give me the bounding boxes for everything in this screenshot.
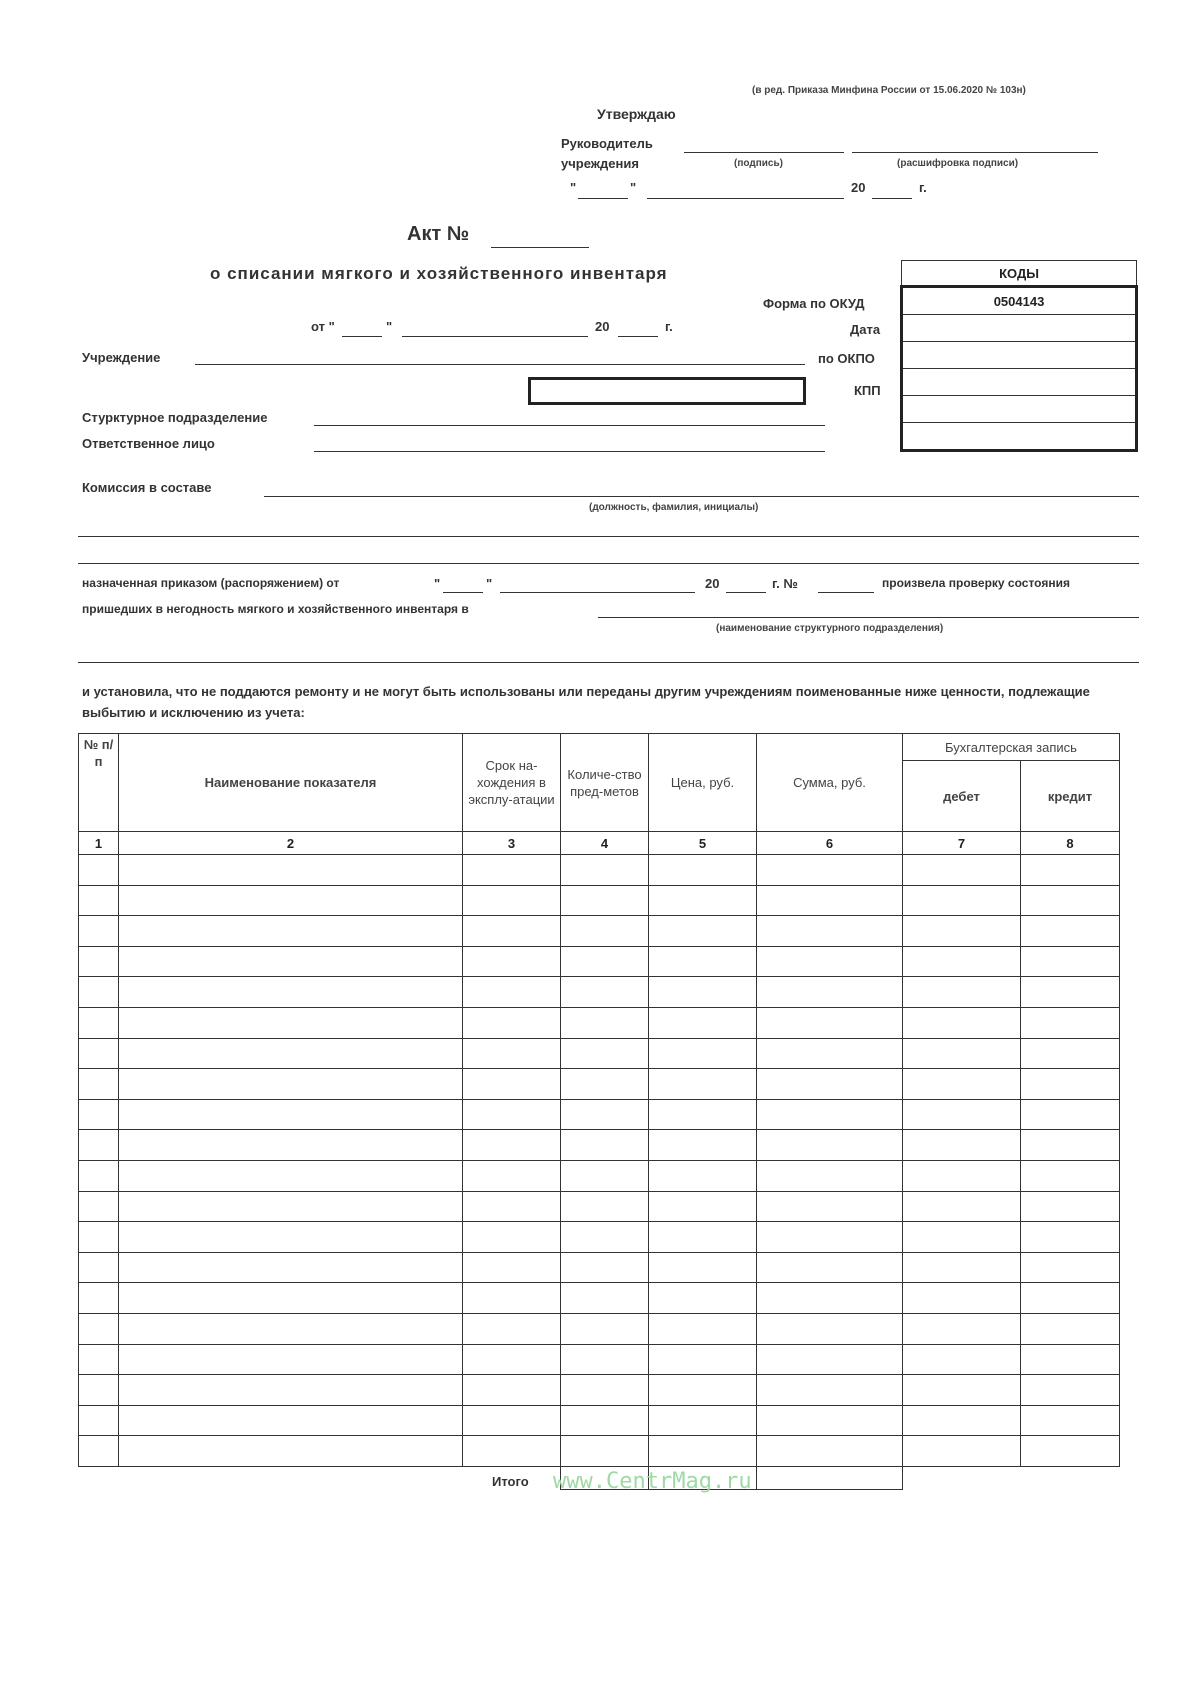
table-cell[interactable] — [463, 1313, 561, 1344]
table-cell[interactable] — [561, 977, 649, 1008]
appointed-number-line[interactable] — [818, 592, 874, 593]
table-cell[interactable] — [463, 1191, 561, 1222]
table-cell[interactable] — [463, 1252, 561, 1283]
table-cell[interactable] — [119, 1069, 463, 1100]
table-cell[interactable] — [757, 977, 903, 1008]
table-cell[interactable] — [561, 1252, 649, 1283]
table-cell[interactable] — [119, 1007, 463, 1038]
commission-caption: (должность, фамилия, инициалы) — [589, 502, 759, 513]
table-cell[interactable] — [79, 1375, 119, 1406]
act-subtitle: о списании мягкого и хозяйственного инвентаря — [210, 264, 668, 283]
table-cell[interactable] — [757, 1099, 903, 1130]
unfit-label: пришедших в негодность мягкого и хозяйственного инвентаря в — [82, 602, 469, 616]
table-cell[interactable] — [561, 885, 649, 916]
institution-label: Учреждение — [82, 350, 161, 365]
appointed-number-label: г. № — [772, 576, 798, 591]
table-cell[interactable] — [903, 1191, 1021, 1222]
table-cell[interactable] — [649, 1405, 757, 1436]
table-cell[interactable] — [1021, 1436, 1120, 1467]
head-label-line1: Руководитель — [561, 136, 653, 151]
table-cell[interactable] — [119, 885, 463, 916]
table-cell[interactable] — [757, 946, 903, 977]
appointed-quote-open: " — [434, 576, 441, 591]
commission-line[interactable] — [264, 496, 1139, 497]
commission-line-3[interactable] — [78, 563, 1139, 564]
decryption-line[interactable] — [852, 152, 1098, 153]
table-cell[interactable] — [757, 855, 903, 886]
table-cell[interactable] — [79, 916, 119, 947]
table-cell[interactable] — [119, 855, 463, 886]
table-cell[interactable] — [79, 1038, 119, 1069]
table-cell[interactable] — [1021, 1069, 1120, 1100]
table-cell[interactable] — [119, 977, 463, 1008]
table-cell[interactable] — [79, 885, 119, 916]
table-cell[interactable] — [1021, 1099, 1120, 1130]
table-cell[interactable] — [903, 1252, 1021, 1283]
table-cell[interactable] — [119, 1375, 463, 1406]
table-cell[interactable] — [561, 855, 649, 886]
table-cell[interactable] — [649, 1099, 757, 1130]
act-day-line[interactable] — [342, 336, 382, 337]
table-cell[interactable] — [561, 1313, 649, 1344]
table-row — [79, 855, 1120, 886]
table-row — [79, 916, 1120, 947]
table-cell[interactable] — [79, 1436, 119, 1467]
table-cell[interactable] — [1021, 1283, 1120, 1314]
table-cell[interactable] — [561, 1007, 649, 1038]
table-cell[interactable] — [561, 1069, 649, 1100]
table-cell[interactable] — [79, 977, 119, 1008]
table-cell[interactable] — [79, 1007, 119, 1038]
act-month-line[interactable] — [402, 336, 588, 337]
col-name-header: Наименование показателя — [119, 734, 463, 832]
table-cell[interactable] — [903, 1283, 1021, 1314]
table-cell[interactable] — [463, 1038, 561, 1069]
codes-block — [900, 260, 1138, 452]
table-cell[interactable] — [119, 946, 463, 977]
act-number-line[interactable] — [491, 247, 589, 248]
col-number-8: 8 — [1021, 832, 1120, 855]
table-cell[interactable] — [649, 885, 757, 916]
table-row — [79, 946, 1120, 977]
table-cell[interactable] — [1021, 885, 1120, 916]
table-cell[interactable] — [757, 1191, 903, 1222]
table-cell[interactable] — [903, 1038, 1021, 1069]
table-cell[interactable] — [649, 1252, 757, 1283]
table-cell[interactable] — [561, 916, 649, 947]
table-cell[interactable] — [903, 1436, 1021, 1467]
table-row — [79, 1099, 1120, 1130]
unfit-unit-line[interactable] — [598, 617, 1139, 618]
table-cell[interactable] — [1021, 1344, 1120, 1375]
table-cell[interactable] — [463, 1405, 561, 1436]
inventory-table — [78, 733, 1120, 1467]
table-row — [79, 1375, 1120, 1406]
table-cell[interactable] — [757, 1252, 903, 1283]
table-cell[interactable] — [757, 916, 903, 947]
table-row — [79, 1191, 1120, 1222]
table-cell[interactable] — [1021, 977, 1120, 1008]
codes-label-kpp: КПП — [854, 383, 881, 398]
table-cell[interactable] — [757, 1344, 903, 1375]
col-number-6: 6 — [757, 832, 903, 855]
col-number-header: № п/п — [79, 734, 119, 832]
approve-day-line[interactable] — [578, 198, 628, 199]
table-cell[interactable] — [463, 885, 561, 916]
table-cell[interactable] — [757, 1313, 903, 1344]
table-cell[interactable] — [463, 1099, 561, 1130]
table-cell[interactable] — [561, 946, 649, 977]
table-cell[interactable] — [79, 1099, 119, 1130]
table-cell[interactable] — [119, 1252, 463, 1283]
codes-date-cell[interactable] — [902, 315, 1137, 342]
table-cell[interactable] — [79, 1313, 119, 1344]
table-cell[interactable] — [757, 885, 903, 916]
approve-year-line[interactable] — [872, 198, 912, 199]
table-cell[interactable] — [119, 1405, 463, 1436]
approve-month-line[interactable] — [647, 198, 844, 199]
table-cell[interactable] — [1021, 946, 1120, 977]
table-cell[interactable] — [649, 1313, 757, 1344]
act-title: Акт № — [407, 223, 470, 245]
table-cell[interactable] — [1021, 855, 1120, 886]
act-date-from: от " — [311, 319, 335, 334]
appointed-label: назначенная приказом (распоряжением) от — [82, 576, 340, 590]
edition-note: (в ред. Приказа Минфина России от 15.06.2020 № 103н) — [752, 85, 1026, 96]
col-number-2: 2 — [119, 832, 463, 855]
table-cell[interactable] — [903, 1405, 1021, 1436]
appointed-year: 20 — [705, 576, 720, 591]
table-cell[interactable] — [757, 1007, 903, 1038]
inventory-rows — [79, 855, 1120, 1467]
table-cell[interactable] — [649, 1283, 757, 1314]
table-cell[interactable] — [561, 1099, 649, 1130]
table-row — [79, 1222, 1120, 1253]
table-cell[interactable] — [903, 977, 1021, 1008]
codes-okpo-cell[interactable] — [902, 342, 1137, 369]
col-credit-header: кредит — [1021, 761, 1120, 832]
table-row — [79, 1313, 1120, 1344]
table-cell[interactable] — [561, 1283, 649, 1314]
structural-unit-line[interactable] — [314, 425, 825, 426]
table-cell[interactable] — [463, 855, 561, 886]
table-cell[interactable] — [1021, 1252, 1120, 1283]
table-cell[interactable] — [119, 1160, 463, 1191]
table-row — [79, 1283, 1120, 1314]
table-cell[interactable] — [757, 1375, 903, 1406]
table-cell[interactable] — [903, 1313, 1021, 1344]
table-cell[interactable] — [463, 977, 561, 1008]
table-cell[interactable] — [463, 1069, 561, 1100]
table-cell[interactable] — [79, 1130, 119, 1161]
unit-line-2[interactable] — [78, 662, 1139, 663]
table-cell[interactable] — [79, 1160, 119, 1191]
table-cell[interactable] — [79, 1222, 119, 1253]
table-cell[interactable] — [649, 1191, 757, 1222]
codes-label-okud: Форма по ОКУД — [763, 296, 865, 311]
approve-label: Утверждаю — [597, 106, 676, 122]
table-cell[interactable] — [903, 1007, 1021, 1038]
checked-label: произвела проверку состояния — [882, 576, 1070, 590]
table-cell[interactable] — [903, 1222, 1021, 1253]
table-cell[interactable] — [649, 1038, 757, 1069]
decryption-caption: (расшифровка подписи) — [897, 158, 1019, 169]
table-cell[interactable] — [119, 1099, 463, 1130]
table-cell[interactable] — [757, 1283, 903, 1314]
table-row — [79, 1252, 1120, 1283]
watermark: www.CentrMag.ru — [553, 1469, 752, 1494]
table-row — [79, 1344, 1120, 1375]
col-accounting-header: Бухгалтерская запись — [903, 734, 1120, 761]
codes-label-okpo: по ОКПО — [818, 351, 875, 366]
table-cell[interactable] — [119, 1191, 463, 1222]
table-cell[interactable] — [649, 1344, 757, 1375]
table-cell[interactable] — [79, 1405, 119, 1436]
appointed-year-line[interactable] — [726, 592, 766, 593]
table-cell[interactable] — [903, 1130, 1021, 1161]
col-number-3: 3 — [463, 832, 561, 855]
table-cell[interactable] — [649, 1375, 757, 1406]
head-label-line2: учреждения — [561, 156, 639, 171]
table-cell[interactable] — [1021, 1007, 1120, 1038]
signature-line[interactable] — [684, 152, 844, 153]
act-year-suffix: г. — [665, 319, 673, 334]
col-number-5: 5 — [649, 832, 757, 855]
table-row — [79, 1038, 1120, 1069]
col-number-4: 4 — [561, 832, 649, 855]
table-row — [79, 1130, 1120, 1161]
table-cell[interactable] — [757, 1038, 903, 1069]
codes-okud-value[interactable]: 0504143 — [902, 287, 1137, 315]
table-cell[interactable] — [463, 1130, 561, 1161]
table-cell[interactable] — [463, 1007, 561, 1038]
table-cell[interactable] — [649, 1007, 757, 1038]
total-label: Итого — [492, 1474, 529, 1489]
table-cell[interactable] — [903, 1099, 1021, 1130]
institution-line[interactable] — [195, 364, 805, 365]
table-cell[interactable] — [463, 946, 561, 977]
appointed-day-line[interactable] — [443, 592, 483, 593]
table-cell[interactable] — [1021, 916, 1120, 947]
table-cell[interactable] — [561, 1222, 649, 1253]
responsible-line[interactable] — [314, 451, 825, 452]
table-cell[interactable] — [463, 1375, 561, 1406]
table-cell[interactable] — [79, 1283, 119, 1314]
table-cell[interactable] — [119, 1344, 463, 1375]
table-cell[interactable] — [903, 916, 1021, 947]
table-cell[interactable] — [463, 1436, 561, 1467]
table-cell[interactable] — [1021, 1222, 1120, 1253]
act-year-line[interactable] — [618, 336, 658, 337]
col-debit-header: дебет — [903, 761, 1021, 832]
appointed-quote-close: " — [486, 576, 493, 591]
table-cell[interactable] — [561, 1191, 649, 1222]
table-cell[interactable] — [79, 1191, 119, 1222]
table-cell[interactable] — [1021, 1191, 1120, 1222]
table-cell[interactable] — [1021, 1160, 1120, 1191]
table-cell[interactable] — [903, 1160, 1021, 1191]
table-cell[interactable] — [561, 1130, 649, 1161]
approve-year-prefix: 20 — [851, 180, 866, 195]
codes-label-date: Дата — [850, 322, 881, 337]
col-number-7: 7 — [903, 832, 1021, 855]
structural-unit-label: Стурктурное подразделение — [82, 410, 268, 425]
table-cell[interactable] — [757, 1405, 903, 1436]
table-cell[interactable] — [649, 1130, 757, 1161]
table-cell[interactable] — [119, 1283, 463, 1314]
table-cell[interactable] — [119, 1038, 463, 1069]
codes-kpp-cell[interactable] — [902, 369, 1137, 396]
table-cell[interactable] — [119, 1313, 463, 1344]
table-cell[interactable] — [903, 1069, 1021, 1100]
table-cell[interactable] — [79, 855, 119, 886]
table-cell[interactable] — [903, 855, 1021, 886]
table-cell[interactable] — [463, 1344, 561, 1375]
approve-date-quote-open: " — [570, 180, 577, 195]
table-cell[interactable] — [649, 977, 757, 1008]
unit-caption: (наименование структурного подразделения) — [716, 623, 944, 634]
approve-year-suffix: г. — [919, 180, 927, 195]
table-cell[interactable] — [1021, 1038, 1120, 1069]
table-cell[interactable] — [757, 1222, 903, 1253]
table-cell[interactable] — [561, 1160, 649, 1191]
table-cell[interactable] — [1021, 1130, 1120, 1161]
appointed-month-line[interactable] — [500, 592, 695, 593]
table-cell[interactable] — [463, 916, 561, 947]
col-qty-header: Количе-ство пред-метов — [561, 734, 649, 832]
table-cell[interactable] — [463, 1160, 561, 1191]
signature-caption: (подпись) — [734, 158, 783, 169]
codes-extra-cell-1[interactable] — [902, 396, 1137, 423]
statement-text: и установила, что не поддаются ремонту и не могут быть использованы или переданы другим учреждениям поименованные ниже ценности, подлежащие выбытию и исключению из учета: — [82, 684, 1090, 720]
table-cell[interactable] — [79, 1069, 119, 1100]
approve-date-quote-close: " — [630, 180, 637, 195]
col-price-header: Цена, руб. — [649, 734, 757, 832]
table-cell[interactable] — [119, 916, 463, 947]
table-cell[interactable] — [649, 1069, 757, 1100]
table-cell[interactable] — [463, 1283, 561, 1314]
codes-header: КОДЫ — [902, 261, 1137, 287]
table-cell[interactable] — [463, 1222, 561, 1253]
table-row — [79, 1405, 1120, 1436]
table-cell[interactable] — [79, 1252, 119, 1283]
total-sum-cell[interactable] — [756, 1458, 903, 1490]
commission-line-2[interactable] — [78, 536, 1139, 537]
table-cell[interactable] — [649, 946, 757, 977]
table-cell[interactable] — [79, 1344, 119, 1375]
table-cell[interactable] — [1021, 1405, 1120, 1436]
commission-label: Комиссия в составе — [82, 480, 212, 495]
table-cell[interactable] — [561, 1405, 649, 1436]
table-cell[interactable] — [561, 1375, 649, 1406]
table-cell[interactable] — [119, 1130, 463, 1161]
table-row — [79, 1007, 1120, 1038]
table-cell[interactable] — [561, 1038, 649, 1069]
table-row — [79, 885, 1120, 916]
table-cell[interactable] — [903, 1375, 1021, 1406]
table-cell[interactable] — [79, 946, 119, 977]
col-term-header: Срок на-хождения в эксплу-атации — [463, 734, 561, 832]
codes-extra-cell-2[interactable] — [902, 423, 1137, 451]
responsible-label: Ответственное лицо — [82, 436, 215, 451]
table-cell[interactable] — [903, 885, 1021, 916]
table-row — [79, 1160, 1120, 1191]
table-cell[interactable] — [1021, 1313, 1120, 1344]
table-row — [79, 977, 1120, 1008]
table-cell[interactable] — [757, 1160, 903, 1191]
table-cell[interactable] — [649, 1222, 757, 1253]
table-cell[interactable] — [119, 1222, 463, 1253]
col-sum-header: Сумма, руб. — [757, 734, 903, 832]
table-cell[interactable] — [903, 946, 1021, 977]
table-cell[interactable] — [649, 855, 757, 886]
table-cell[interactable] — [561, 1344, 649, 1375]
col-number-1: 1 — [79, 832, 119, 855]
table-cell[interactable] — [903, 1344, 1021, 1375]
table-cell[interactable] — [649, 1160, 757, 1191]
table-cell[interactable] — [757, 1130, 903, 1161]
table-cell[interactable] — [649, 916, 757, 947]
table-cell[interactable] — [1021, 1375, 1120, 1406]
institution-extra-box[interactable] — [528, 377, 806, 405]
table-cell[interactable] — [757, 1069, 903, 1100]
table-row — [79, 1069, 1120, 1100]
act-year-prefix: 20 — [595, 319, 610, 334]
table-cell[interactable] — [119, 1436, 463, 1467]
act-date-quote: " — [386, 319, 393, 334]
